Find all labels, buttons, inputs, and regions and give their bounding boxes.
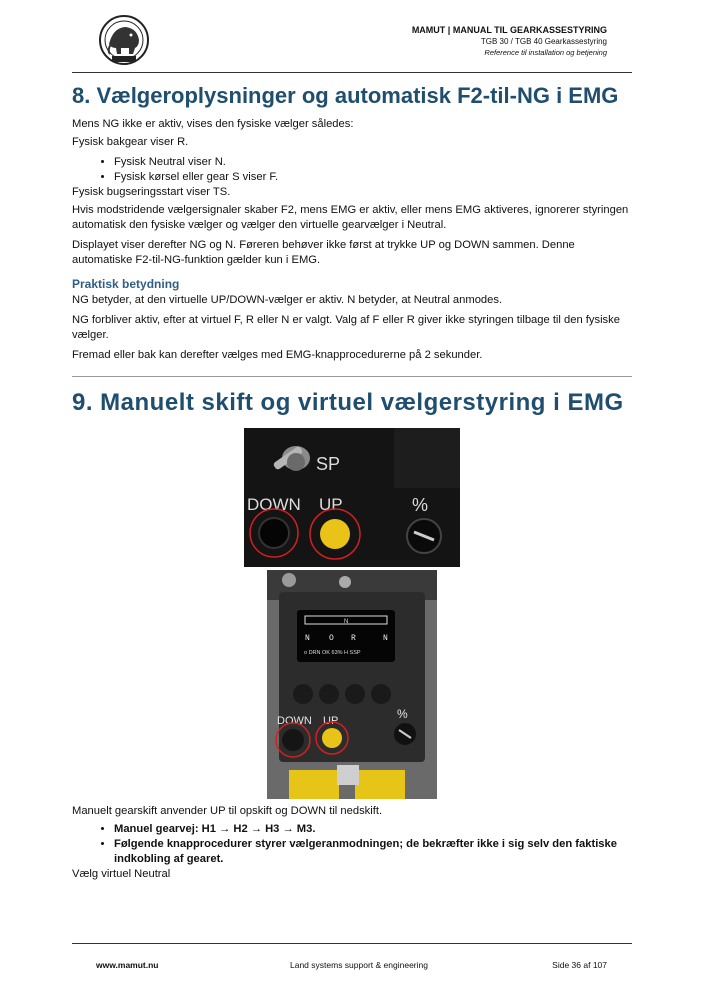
sp-label: SP: [316, 454, 341, 474]
paragraph: Fysisk bakgear viser R.: [72, 136, 189, 148]
gear-list: [72, 822, 632, 867]
down-button: [282, 729, 304, 751]
footer-website[interactable]: www.mamut.nu: [96, 960, 159, 970]
up-button: [322, 728, 342, 748]
page-content: [72, 82, 632, 887]
display-status-row: o DRN OK 63% H SSP: [304, 650, 361, 656]
down-label: DOWN: [247, 495, 301, 514]
mamut-logo: [95, 14, 153, 66]
paragraph: NG betyder, at den virtuelle UP/DOWN-vælger er aktiv. N betyder, at Neutral anmodes.: [72, 294, 503, 306]
display-char: N: [305, 634, 310, 643]
footer-page-number: Side 36 af 107: [552, 960, 607, 970]
header-title: MAMUT | MANUAL TIL GEARKASSESTYRING: [411, 25, 607, 35]
paragraph: Manuelt gearskift anvender UP til opskift og DOWN til nedskift.: [72, 805, 383, 817]
list-item-text: Manuel gearvej: H1 → H2 → H3 → M3.: [114, 823, 316, 835]
header-subtitle: TGB 30 / TGB 40 Gearkassestyring: [480, 37, 607, 46]
paragraph: NG forbliver aktiv, efter at virtuel F, R eller N er valgt. Valg af F eller R giver ikke styringen tilbage til den fysiske vælger.: [72, 314, 620, 341]
paragraph: Hvis modstridende vælgersignaler skaber F2, mens EMG er aktiv, eller mens EMG aktiveres, ignorerer styringen automatisk den fysiske vælger og vælger den virtuelle gearvælger i Neutral.: [72, 204, 629, 231]
control-box-photo: [267, 570, 437, 799]
list-item: • Fysisk kørsel eller gear S viser F.: [114, 170, 632, 185]
section-9-heading: 9. Manuelt skift og virtuel vælgerstyring i EMG: [72, 389, 624, 416]
list-item: [114, 837, 632, 867]
up-label: UP: [323, 715, 339, 727]
footer-tagline: Land systems support & engineering: [290, 960, 428, 970]
list-item: [114, 822, 632, 837]
footer-rule: [72, 943, 632, 944]
up-button: [320, 519, 350, 549]
paragraph: Mens NG ikke er aktiv, vises den fysiske vælger således:: [72, 118, 354, 130]
paragraph: Fremad eller bak kan derefter vælges med EMG-knapprocedurerne på 2 sekunder.: [72, 349, 483, 361]
page-header: [412, 25, 607, 58]
selector-list: [72, 155, 632, 185]
display-char: R: [351, 634, 356, 643]
paragraph: Vælg virtuel Neutral: [72, 868, 171, 880]
paragraph: Fysisk bugseringsstart viser TS.: [72, 186, 231, 198]
list-item: • Fysisk Neutral viser N.: [114, 155, 632, 170]
down-label: DOWN: [277, 715, 312, 727]
header-reference: Reference til installation og betjening: [484, 48, 607, 57]
section-8-heading: 8. Vælgeroplysninger og automatisk F2-til-NG i EMG: [72, 83, 619, 108]
display-bar-label: N: [344, 619, 349, 625]
up-label: UP: [319, 495, 343, 514]
display-char: O: [329, 634, 334, 643]
paragraph: Displayet viser derefter NG og N. Føreren behøver ikke først at trykke UP og DOWN sammen. Denne automatiske F2-til-NG-funktion gælder kun i EMG.: [72, 239, 575, 266]
control-panel-photo: [244, 428, 460, 567]
down-button: [259, 518, 289, 548]
display-char: N: [383, 634, 388, 643]
list-item-text: Følgende knapprocedurer styrer vælgeranmodningen; de bekræfter ikke i sig selv den faktiske indkobling af gearet.: [114, 838, 617, 865]
header-rule: [72, 72, 632, 73]
percent-label: %: [397, 707, 408, 721]
subheading: Praktisk betydning: [72, 277, 180, 291]
section-separator: [72, 376, 632, 377]
percent-label: %: [412, 495, 429, 515]
